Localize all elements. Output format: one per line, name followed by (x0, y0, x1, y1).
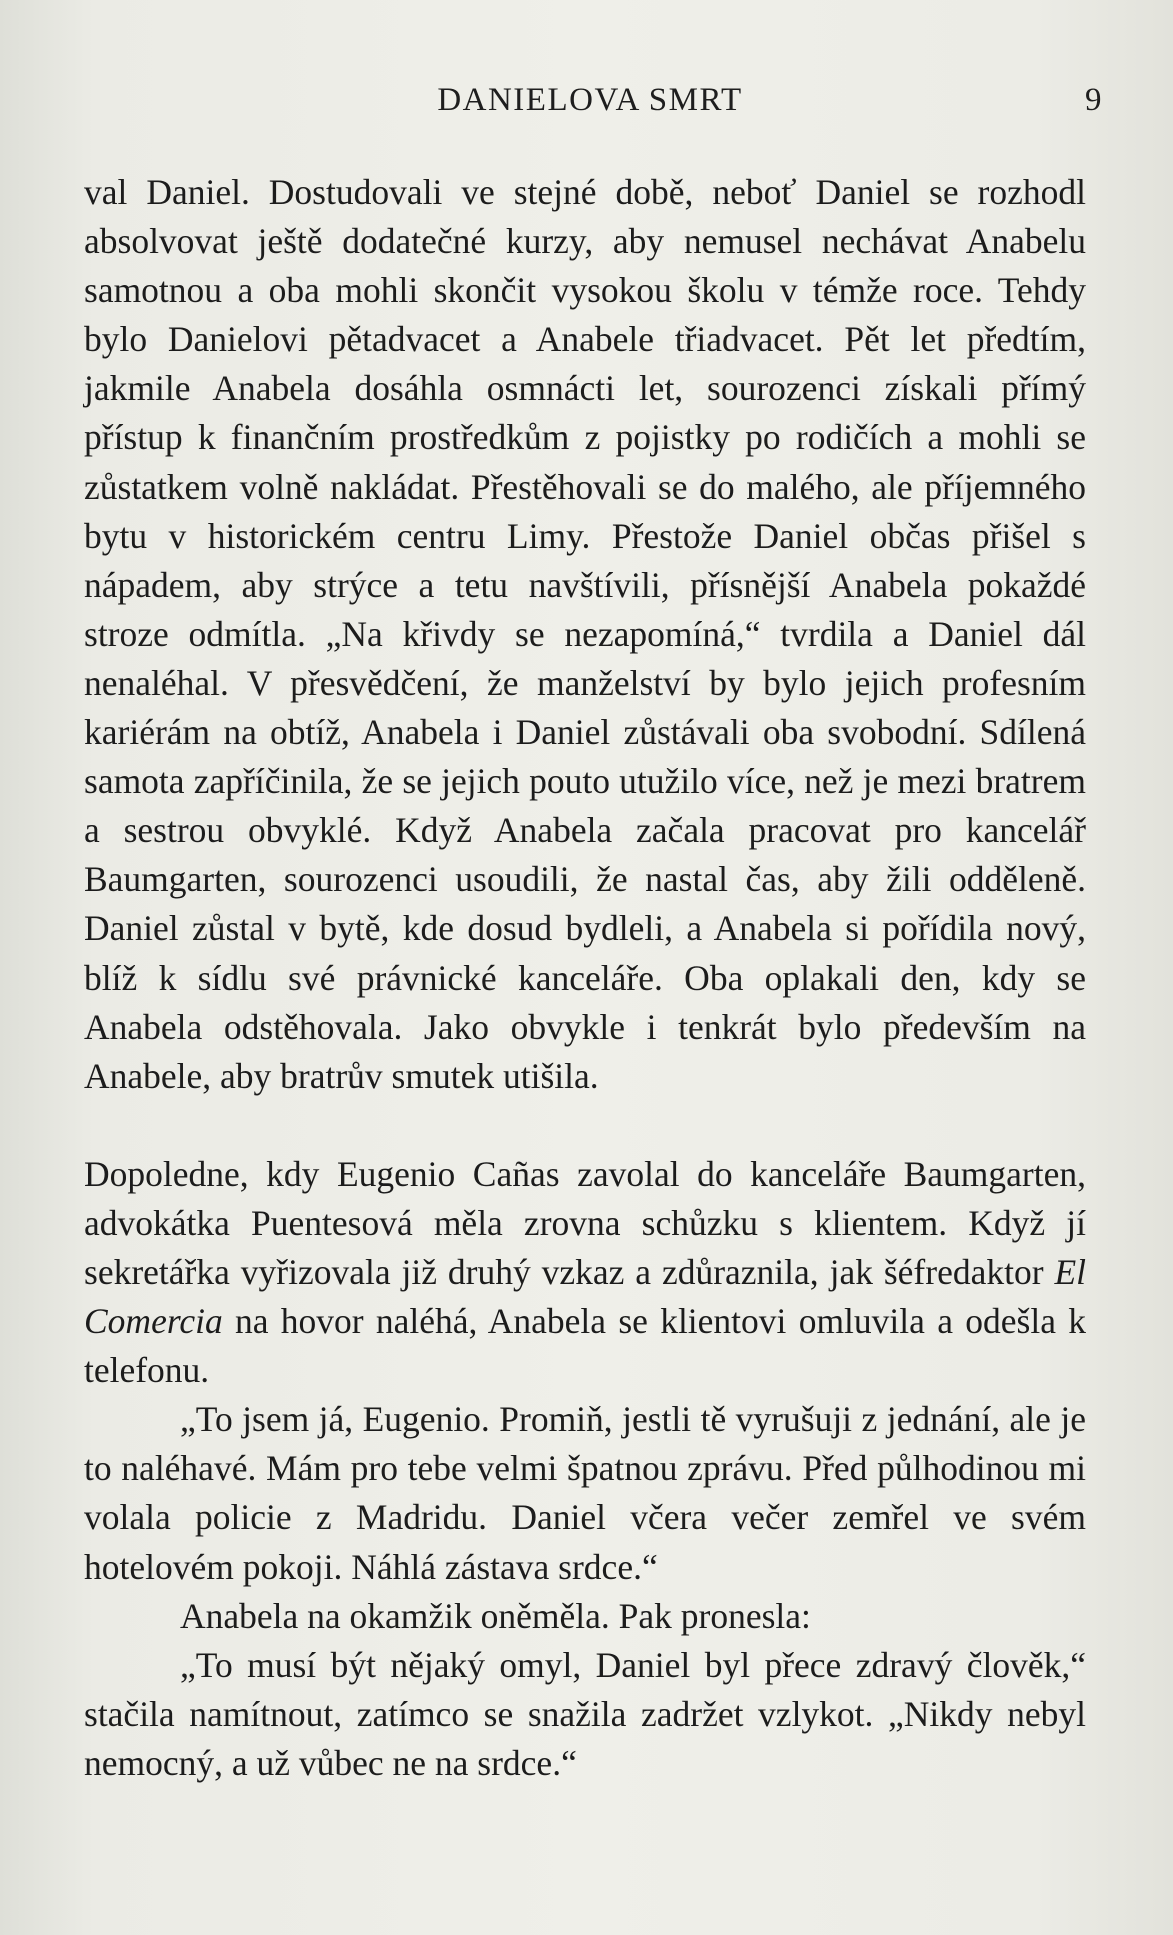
newspaper-title: El Comercia (84, 1251, 1086, 1342)
body-text (84, 168, 1086, 1788)
paragraph-text: na hovor naléhá, Anabela se klientovi omluvila a odešla k telefonu. (84, 1301, 1086, 1391)
paragraph: „To jsem já, Eugenio. Promiň, jestli tě vyrušuji z jednání, ale je to naléhavé. Mám pro tebe velmi špatnou zprávu. Před půlhodinou mi volala policie z Madridu. Daniel včera večer zemřel ve svém hotelovém pokoji. Náhlá zástava srdce.“ (84, 1399, 1086, 1587)
running-head (0, 82, 1173, 132)
paragraph: val Daniel. Dostudovali ve stejné době, neboť Daniel se rozhodl absolvovat ještě dodatečné kurzy, aby nemusel nechávat Anabelu samotnou a oba mohli skončit vysokou školu v témže roce. Tehdy bylo Danielovi pětadvacet a Anabele třiadvacet. Pět let předtím, jakmile Anabela dosáhla osmnácti let, sourozenci získali přímý přístup k finančním prostředkům z pojistky po rodičích a mohli se zůstatkem volně nakládat. Přestěhovali se do malého, ale příjemného bytu v historickém centru Limy. Přestože Daniel občas přišel s nápadem, aby strýce a tetu navštívili, přísnější Anabela pokaždé stroze odmítla. „Na křivdy se nezapomíná,“ tvrdila a Daniel dál nenaléhal. V přesvědčení, že manželství by bylo jejich profesním kariérám na obtíž, Anabela i Daniel zůstávali oba svobodní. Sdílená samota zapříčinila, že se jejich pouto utužilo více, než je mezi bratrem a sestrou obvyklé. Když Anabela začala pracovat pro kancelář Baumgarten, sourozenci usoudili, že nastal čas, aby žili odděleně. Daniel zůstal v bytě, kde dosud bydleli, a Anabela si pořídila nový, blíž k sídlu své právnické kanceláře. Oba oplakali den, kdy se Anabela odstěhovala. Jako obvykle i tenkrát bylo především na Anabele, aby bratrův smutek utišila. (84, 172, 1086, 1096)
paragraph-text: Dopoledne, kdy Eugenio Cañas zavolal do kanceláře Baumgarten, advokátka Puentesová měla zrovna schůzku s klientem. Když jí sekretářka vyřizovala již druhý vzkaz a zdůraznila, jak šéfredaktor (84, 1153, 1086, 1292)
chapter-title: DANIELOVA SMRT (437, 82, 743, 118)
page-number: 9 (1085, 82, 1102, 118)
paragraph: „To musí být nějaký omyl, Daniel byl přece zdravý člověk,“ stačila namítnout, zatímco se snažila zadržet vzlykot. „Nikdy nebyl nemocný, a už vůbec ne na srdce.“ (84, 1644, 1086, 1783)
paragraph: Anabela na okamžik oněměla. Pak pronesla: (180, 1595, 811, 1636)
paragraph (84, 1150, 1086, 1395)
